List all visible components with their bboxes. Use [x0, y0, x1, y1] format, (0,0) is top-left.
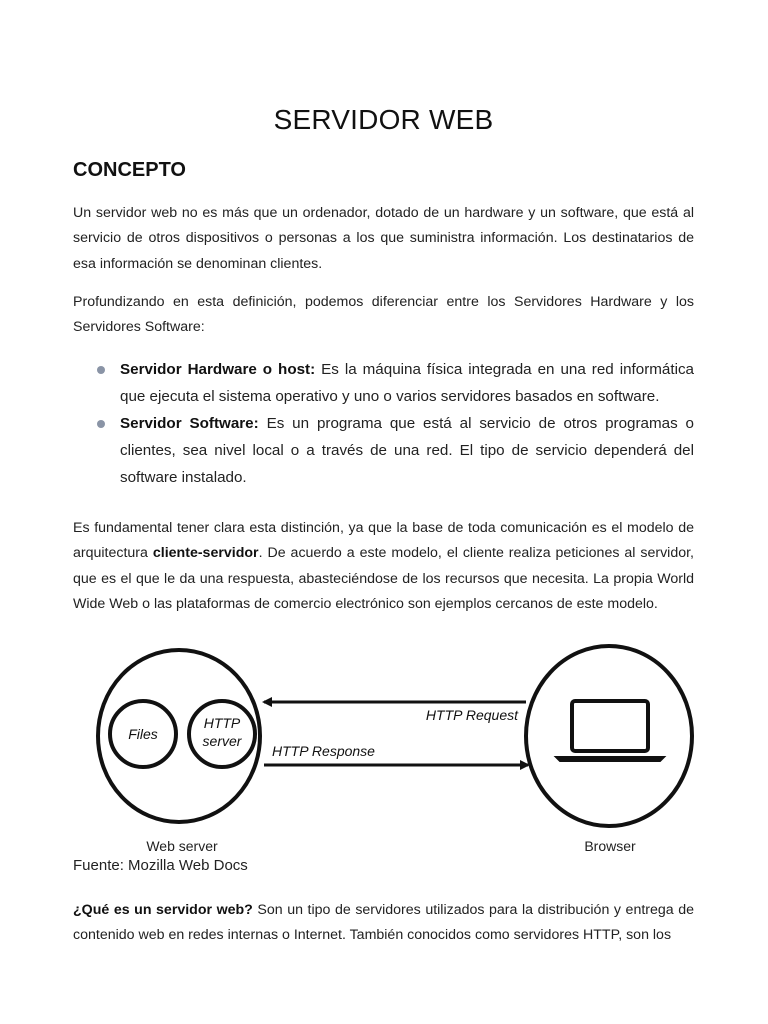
paragraph-client-server — [73, 516, 694, 617]
laptop-icon — [556, 701, 664, 761]
list-item — [73, 356, 694, 410]
p3-text-end: . De acuerdo a este modelo, el cliente realiza peticiones al servidor, que es el que le da una respuesta, abasteciéndose de los recursos que necesita. La propia World Wide Web o las plataformas de comercio electrónico son ejemplos cercanos de este modelo. — [73, 545, 695, 612]
p3-bold-term: cliente-servidor — [152, 545, 259, 562]
figure-source: Fuente: Mozilla Web Docs — [73, 857, 248, 874]
request-label: HTTP Request — [425, 707, 518, 723]
bullet-icon — [97, 366, 105, 374]
list-item — [73, 410, 694, 491]
p4-question: ¿Qué es un servidor web? — [73, 902, 253, 918]
paragraph-definition: Un servidor web no es más que un ordenador, dotado de un hardware y un software, que está al servicio de otros dispositivos o personas a los que suministra información. Los destinatarios de esa información se denominan clientes. — [73, 205, 694, 272]
web-server-caption: Web server — [146, 838, 218, 854]
section-heading: CONCEPTO — [73, 159, 186, 181]
bullet-icon — [97, 420, 105, 428]
paragraph-distinction: Profundizando en esta definición, podemos diferenciar entre los Servidores Hardware y los Servidores Software: — [73, 294, 694, 336]
response-label: HTTP Response — [272, 743, 375, 759]
page-title: SERVIDOR WEB — [273, 104, 494, 135]
bullet-term: Servidor Software: — [120, 415, 259, 432]
browser-caption: Browser — [584, 838, 636, 854]
http-server-label-line2: server — [202, 733, 242, 749]
files-label: Files — [128, 726, 158, 742]
http-server-label-line1: HTTP — [203, 715, 241, 731]
bullet-term: Servidor Hardware o host: — [120, 361, 316, 378]
bullet-text: Es la máquina física integrada en una red informática que ejecuta el sistema operativo y uno o varios servidores basados en software. — [120, 361, 694, 405]
p4-text: Son un tipo de servidores utilizados para la distribución y entrega de contenido web en redes internas o Internet. También conocidos como servidores HTTP, son los — [73, 902, 695, 944]
browser-circle — [526, 646, 692, 826]
bullet-text: Es un programa que está al servicio de otros programas o clientes, sea nivel local o a través de una red. El tipo de servicio dependerá del software instalado. — [120, 415, 694, 486]
paragraph-what-is-web-server — [73, 898, 694, 949]
p3-text-start: Es fundamental tener clara esta distinción, ya que la base de toda comunicación es el modelo de arquitectura — [73, 520, 694, 562]
client-server-diagram — [96, 640, 696, 858]
bullet-list — [73, 356, 694, 491]
